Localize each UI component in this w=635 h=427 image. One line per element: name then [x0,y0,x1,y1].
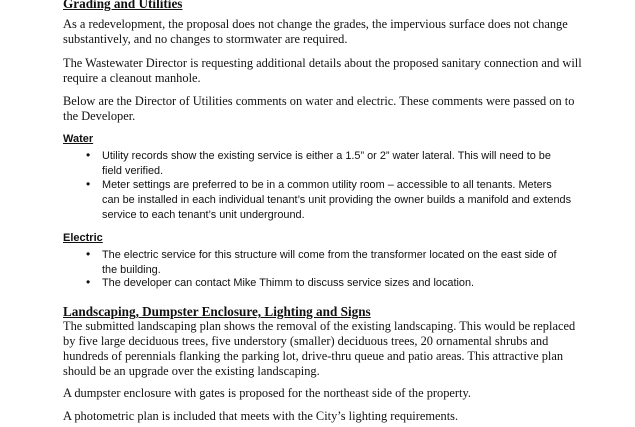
electric-item-contact: The developer can contact Mike Thimm to discuss service sizes and location. [102,277,475,289]
paragraph-redevelopment: As a redevelopment, the proposal does not change the grades, the impervious surface does not change substantively, and no changes to stormwater are required. [63,17,568,46]
section-heading-grading: Grading and Utilities [63,0,183,11]
paragraph-photometric: A photometric plan is included that meets with the City’s lighting requirements. [63,409,459,423]
paragraph-wastewater: The Wastewater Director is requesting additional details about the proposed sanitary connection and will require a cleanout manhole. [63,56,582,85]
bullet-icon: • [86,148,91,162]
bullet-icon: • [86,177,91,191]
electric-item-transformer: The electric service for this structure will come from the transformer located on the east side of the building. [102,249,557,276]
water-item-service-lateral: Utility records show the existing service is either a 1.5” or 2” water lateral. This will need to be field verified. [102,150,551,177]
section-heading-water: Water [63,133,94,145]
bullet-icon: • [86,275,91,289]
section-heading-landscaping: Landscaping, Dumpster Enclosure, Lighting and Signs [63,304,371,319]
section-heading-electric: Electric [63,232,103,244]
paragraph-dumpster: A dumpster enclosure with gates is proposed for the northeast side of the property. [63,386,471,400]
paragraph-utilities-comments: Below are the Director of Utilities comments on water and electric. These comments were passed on to the Developer. [63,94,575,123]
water-item-meter-settings: Meter settings are preferred to be in a common utility room – accessible to all tenants. Meters can be installed in each individual tenant’s unit providing the owner builds a manifold and extends service to each tenant’s unit underground. [102,179,572,221]
paragraph-landscaping-plan: The submitted landscaping plan shows the removal of the existing landscaping. This would be replaced by five large deciduous trees, five understory (smaller) deciduous trees, 20 ornamental shrubs and hundreds of perennials flanking the parking lot, drive-thru queue and patio areas. This attractive plan should be an upgrade over the existing landscaping. [63,319,576,378]
bullet-icon: • [86,247,91,261]
